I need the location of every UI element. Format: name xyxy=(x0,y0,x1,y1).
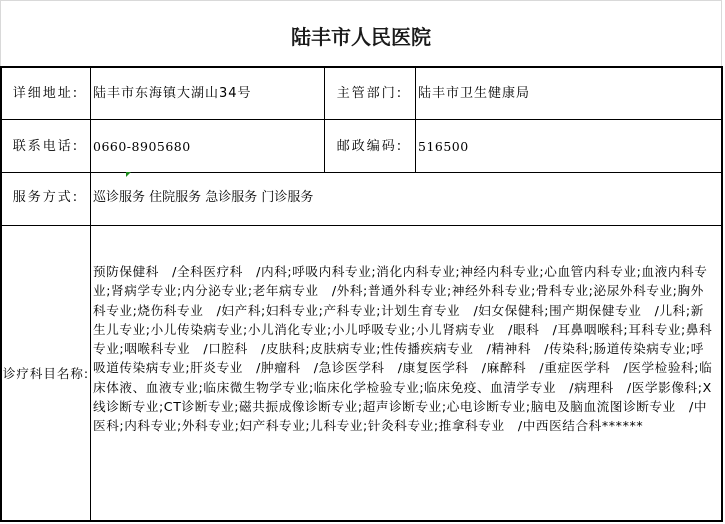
address-label: 详细地址: xyxy=(12,86,80,101)
authority-label: 主管部门: xyxy=(336,86,404,101)
departments-label: 诊疗科目名称: xyxy=(2,366,90,381)
row-divider xyxy=(0,119,723,120)
authority-value[interactable]: 陆丰市卫生健康局 xyxy=(418,86,531,101)
row-divider xyxy=(0,172,723,173)
service-label: 服务方式: xyxy=(12,190,80,205)
phone-label: 联系电话: xyxy=(12,139,80,154)
column-divider xyxy=(90,66,91,522)
title-region xyxy=(0,0,722,66)
address-value[interactable]: 陆丰市东海镇大湖山34号 xyxy=(93,86,252,101)
phone-value[interactable]: 0660-8905680 xyxy=(93,139,191,154)
row-divider xyxy=(0,225,723,226)
service-value[interactable]: 巡诊服务 住院服务 急诊服务 门诊服务 xyxy=(93,190,314,205)
cell-comment-marker xyxy=(126,172,131,177)
postcode-value[interactable]: 516500 xyxy=(418,139,469,154)
postcode-label: 邮政编码: xyxy=(336,139,404,154)
departments-value[interactable]: 预防保健科 /全科医疗科 /内科;呼吸内科专业;消化内科专业;神经内科专业;心血管内科专业;血液内科专业;肾病学专业;内分泌专业;老年病专业 /外科;普通外科专业;神经外科专业;骨科专业;泌尿外科专业;胸外科专业;烧伤科专业 /妇产科;妇科专业;产科专业;计划生育专业 /妇女保健科;围产期保健专业 /儿科;新生儿专业;小儿传染病专业;小儿消化专业;小儿呼吸专业;小儿肾病专业 /眼科 /耳鼻咽喉科;耳科专业;鼻科专业;咽喉科专业 /口腔科 /皮肤科;皮肤病专业;性传播疾病专业 /精神科 /传染科;肠道传染病专业;呼吸道传染病专业;肝炎专业 /肿瘤科 /急诊医学科 /康复医学科 /麻醉科 /重症医学科 /医学检验科;临床体液、血液专业;临床微生物学专业;临床化学检验专业;临床免疫、血清学专业 /病理科 /医学影像科;X线诊断专业;CT诊断专业;磁共振成像诊断专业;超声诊断专业;心电诊断专业;脑电及脑血流图诊断专业 /中医科;内科专业;外科专业;妇产科专业;儿科专业;针灸科专业;推拿科专业 /中西医结合科****** xyxy=(93,264,713,434)
page-title: 陆丰市人民医院 xyxy=(291,25,431,49)
